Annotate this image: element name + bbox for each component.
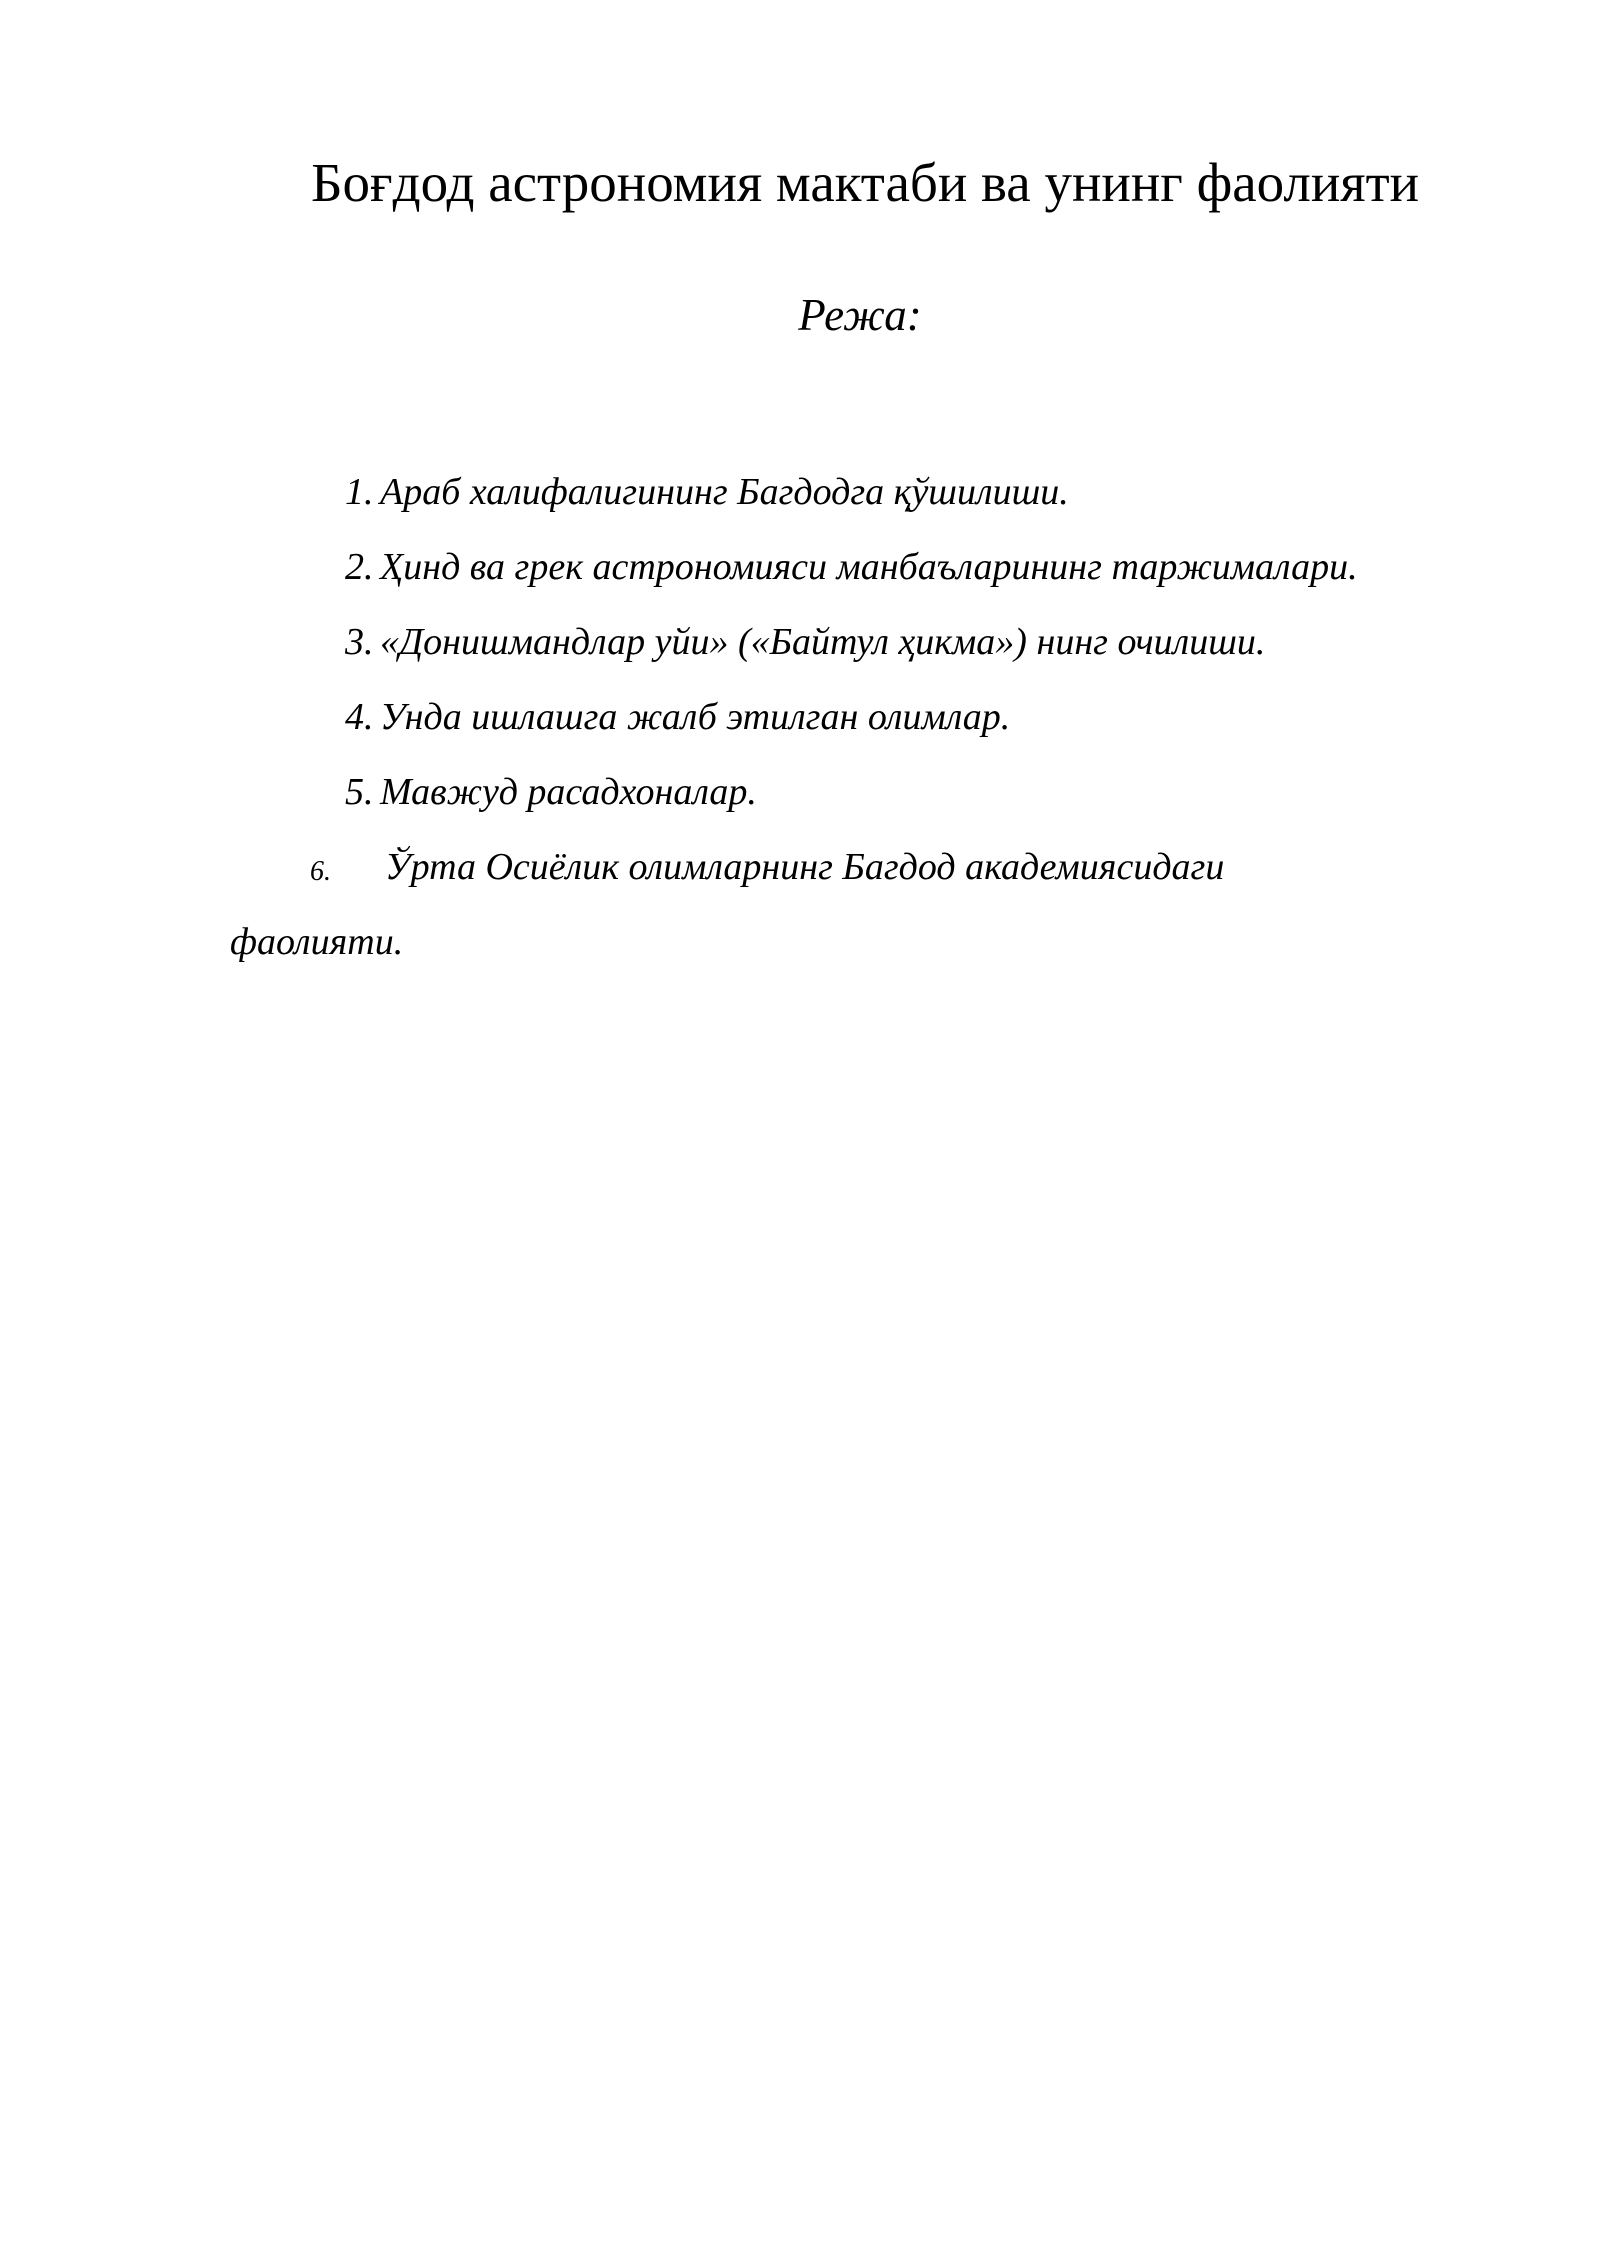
list-item <box>0 530 1600 605</box>
list-item-text: «Донишмандлар уйи» («Байтул ҳикма») нинг очилиши. <box>380 621 1266 663</box>
list-item <box>0 455 1600 530</box>
list-item-text: Ўрта Осиёлик олимларнинг Багдод академиясидаги фаолияти. <box>230 846 1225 963</box>
plan-heading: Режа: <box>798 290 922 340</box>
list-item-number: 4. <box>345 696 374 738</box>
document-title: Боғдод астрономия мактаби ва унинг фаолияти <box>310 152 1420 213</box>
list-item-number: 2. <box>345 546 374 588</box>
list-item-number: 1. <box>345 471 374 513</box>
list-item-text: Унда ишлашга жалб этилган олимлар. <box>380 696 1011 738</box>
list-item-number: 6. <box>310 856 331 887</box>
list-item-text: Ҳинд ва грек астрономияси манбаъларининг таржималари. <box>380 546 1358 588</box>
plan-list <box>0 455 1600 980</box>
list-item-number: 3. <box>345 621 374 663</box>
list-item <box>0 830 1600 980</box>
list-item <box>0 680 1600 755</box>
list-item-text: Араб халифалигининг Багдодга қўшилиши. <box>380 471 1069 513</box>
list-item-number: 5. <box>345 771 374 813</box>
list-item <box>0 605 1600 680</box>
list-item <box>0 755 1600 830</box>
list-item-text: Мавжуд расадхоналар. <box>380 771 757 813</box>
